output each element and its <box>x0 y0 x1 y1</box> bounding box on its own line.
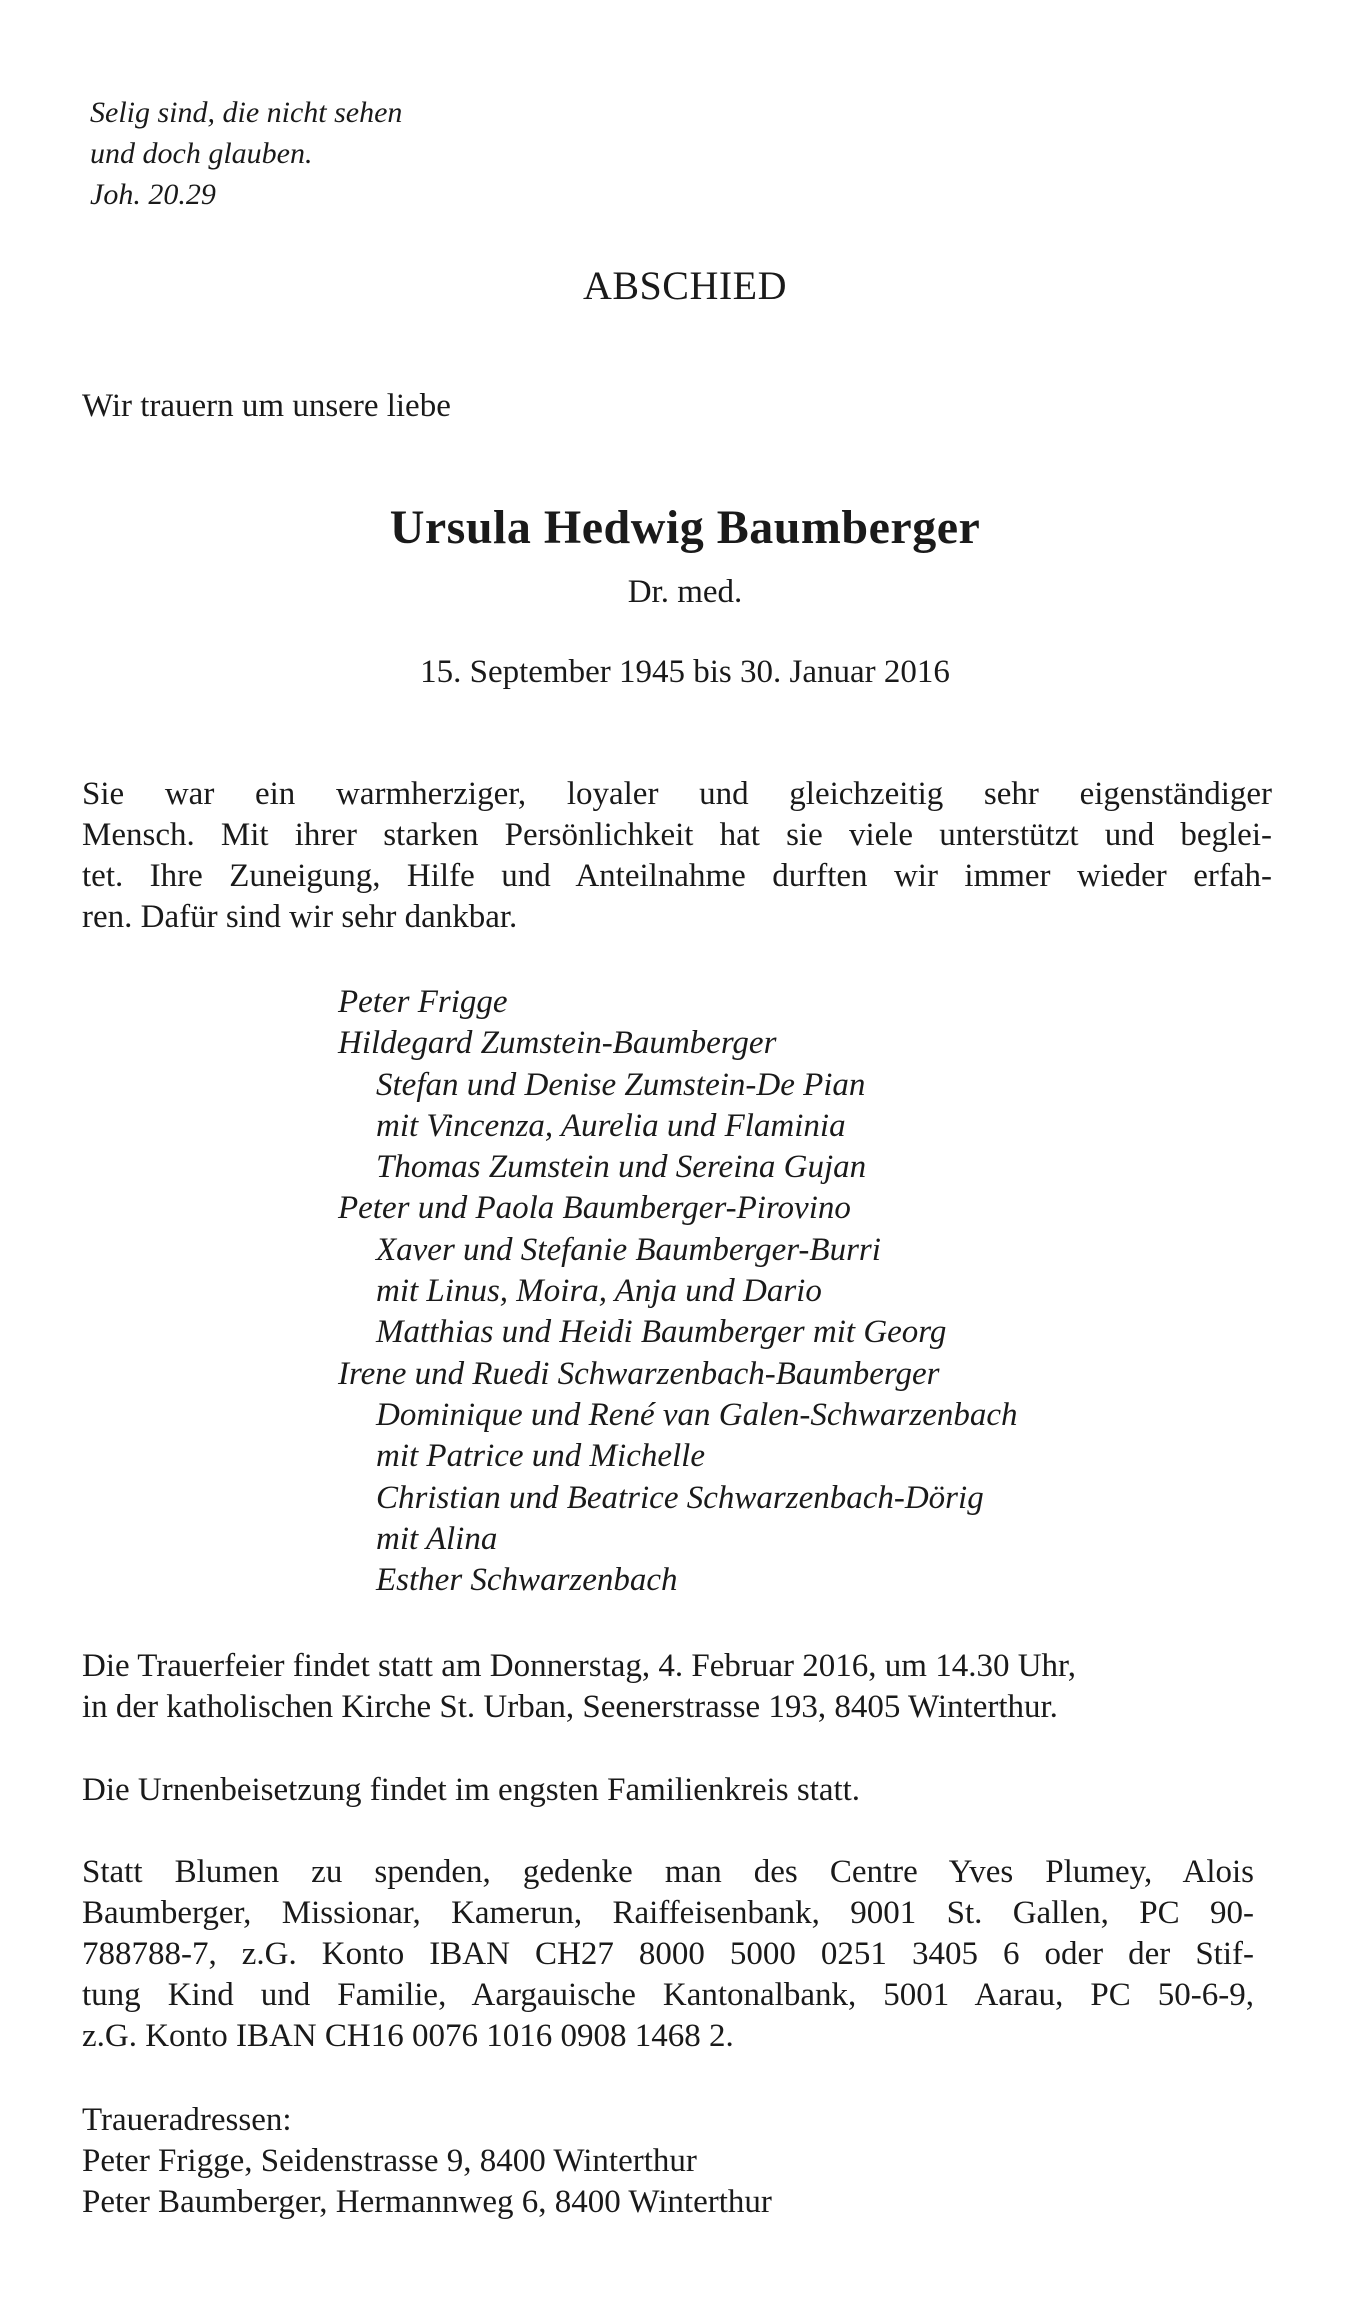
address-line: Peter Baumberger, Hermannweg 6, 8400 Winterthur <box>82 2184 772 2220</box>
verse-reference: Joh. 20.29 <box>90 178 216 211</box>
deceased-name: Ursula Hedwig Baumberger <box>389 501 981 554</box>
intro-text: Wir trauern um unsere liebe <box>82 388 451 424</box>
mourners-list <box>338 982 1018 1601</box>
mourning-addresses <box>82 2100 772 2223</box>
mourner-line: mit Vincenza, Aurelia und Flaminia <box>376 1107 846 1144</box>
deceased-title: Dr. med. <box>627 574 743 610</box>
mourner-line: mit Linus, Moira, Anja und Dario <box>376 1273 822 1310</box>
verse-line: Selig sind, die nicht sehen <box>90 96 403 129</box>
heading-abschied: ABSCHIED <box>582 263 788 308</box>
donation-line: Baumberger, Missionar, Kamerun, Raiffeisenbank, 9001 St. Gallen, PC 90- <box>82 1895 1254 1931</box>
ceremony-line: Die Trauerfeier findet statt am Donnerstag, 4. Februar 2016, um 14.30 Uhr, <box>82 1648 1076 1684</box>
mourner-line: Xaver und Stefanie Baumberger-Burri <box>376 1231 881 1268</box>
mourner-line: Peter und Paola Baumberger-Pirovino <box>338 1190 851 1227</box>
life-dates: 15. September 1945 bis 30. Januar 2016 <box>420 654 950 690</box>
ceremony-line: in der katholischen Kirche St. Urban, Seenerstrasse 193, 8405 Winterthur. <box>82 1689 1058 1725</box>
bible-verse <box>90 92 402 215</box>
urn-line: Die Urnenbeisetzung findet im engsten Familienkreis statt. <box>82 1772 861 1808</box>
donation-line: 788788-7, z.G. Konto IBAN CH27 8000 5000 0251 3405 6 oder der Stif- <box>82 1936 1254 1972</box>
donation-line: tung Kind und Familie, Aargauische Kantonalbank, 5001 Aarau, PC 50-6-9, <box>82 1977 1254 2013</box>
urn-notice <box>82 1770 860 1811</box>
tribute-line: Mensch. Mit ihrer starken Persönlichkeit hat sie viele unterstützt und beglei- <box>82 817 1272 853</box>
addresses-label: Traueradressen: <box>82 2102 292 2138</box>
mourner-line: Peter Frigge <box>338 984 508 1020</box>
address-line: Peter Frigge, Seidenstrasse 9, 8400 Winterthur <box>82 2143 697 2179</box>
verse-line: und doch glauben. <box>90 137 313 170</box>
mourner-line: Hildegard Zumstein-Baumberger <box>338 1025 777 1062</box>
donation-notice <box>82 1852 1254 2057</box>
tribute-line: Sie war ein warmherziger, loyaler und gleichzeitig sehr eigenständiger <box>82 776 1272 812</box>
ceremony-notice <box>82 1646 1076 1728</box>
donation-line: z.G. Konto IBAN CH16 0076 1016 0908 1468 2. <box>82 2018 734 2054</box>
mourner-line: Thomas Zumstein und Sereina Gujan <box>376 1149 867 1186</box>
tribute-line: ren. Dafür sind wir sehr dankbar. <box>82 899 518 935</box>
donation-line: Statt Blumen zu spenden, gedenke man des Centre Yves Plumey, Alois <box>82 1854 1254 1890</box>
tribute-paragraph <box>82 774 1272 938</box>
mourner-line: mit Alina <box>376 1520 498 1557</box>
mourner-line: Esther Schwarzenbach <box>376 1562 678 1599</box>
tribute-line: tet. Ihre Zuneigung, Hilfe und Anteilnahme durften wir immer wieder erfah- <box>82 858 1272 894</box>
mourner-line: Dominique und René van Galen-Schwarzenbach <box>376 1396 1018 1433</box>
mourner-line: Stefan und Denise Zumstein-De Pian <box>376 1066 866 1103</box>
mourner-line: Irene und Ruedi Schwarzenbach-Baumberger <box>338 1355 940 1392</box>
mourner-line: Christian und Beatrice Schwarzenbach-Dörig <box>376 1479 984 1516</box>
mourner-line: Matthias und Heidi Baumberger mit Georg <box>376 1314 947 1351</box>
mourner-line: mit Patrice und Michelle <box>376 1438 705 1475</box>
